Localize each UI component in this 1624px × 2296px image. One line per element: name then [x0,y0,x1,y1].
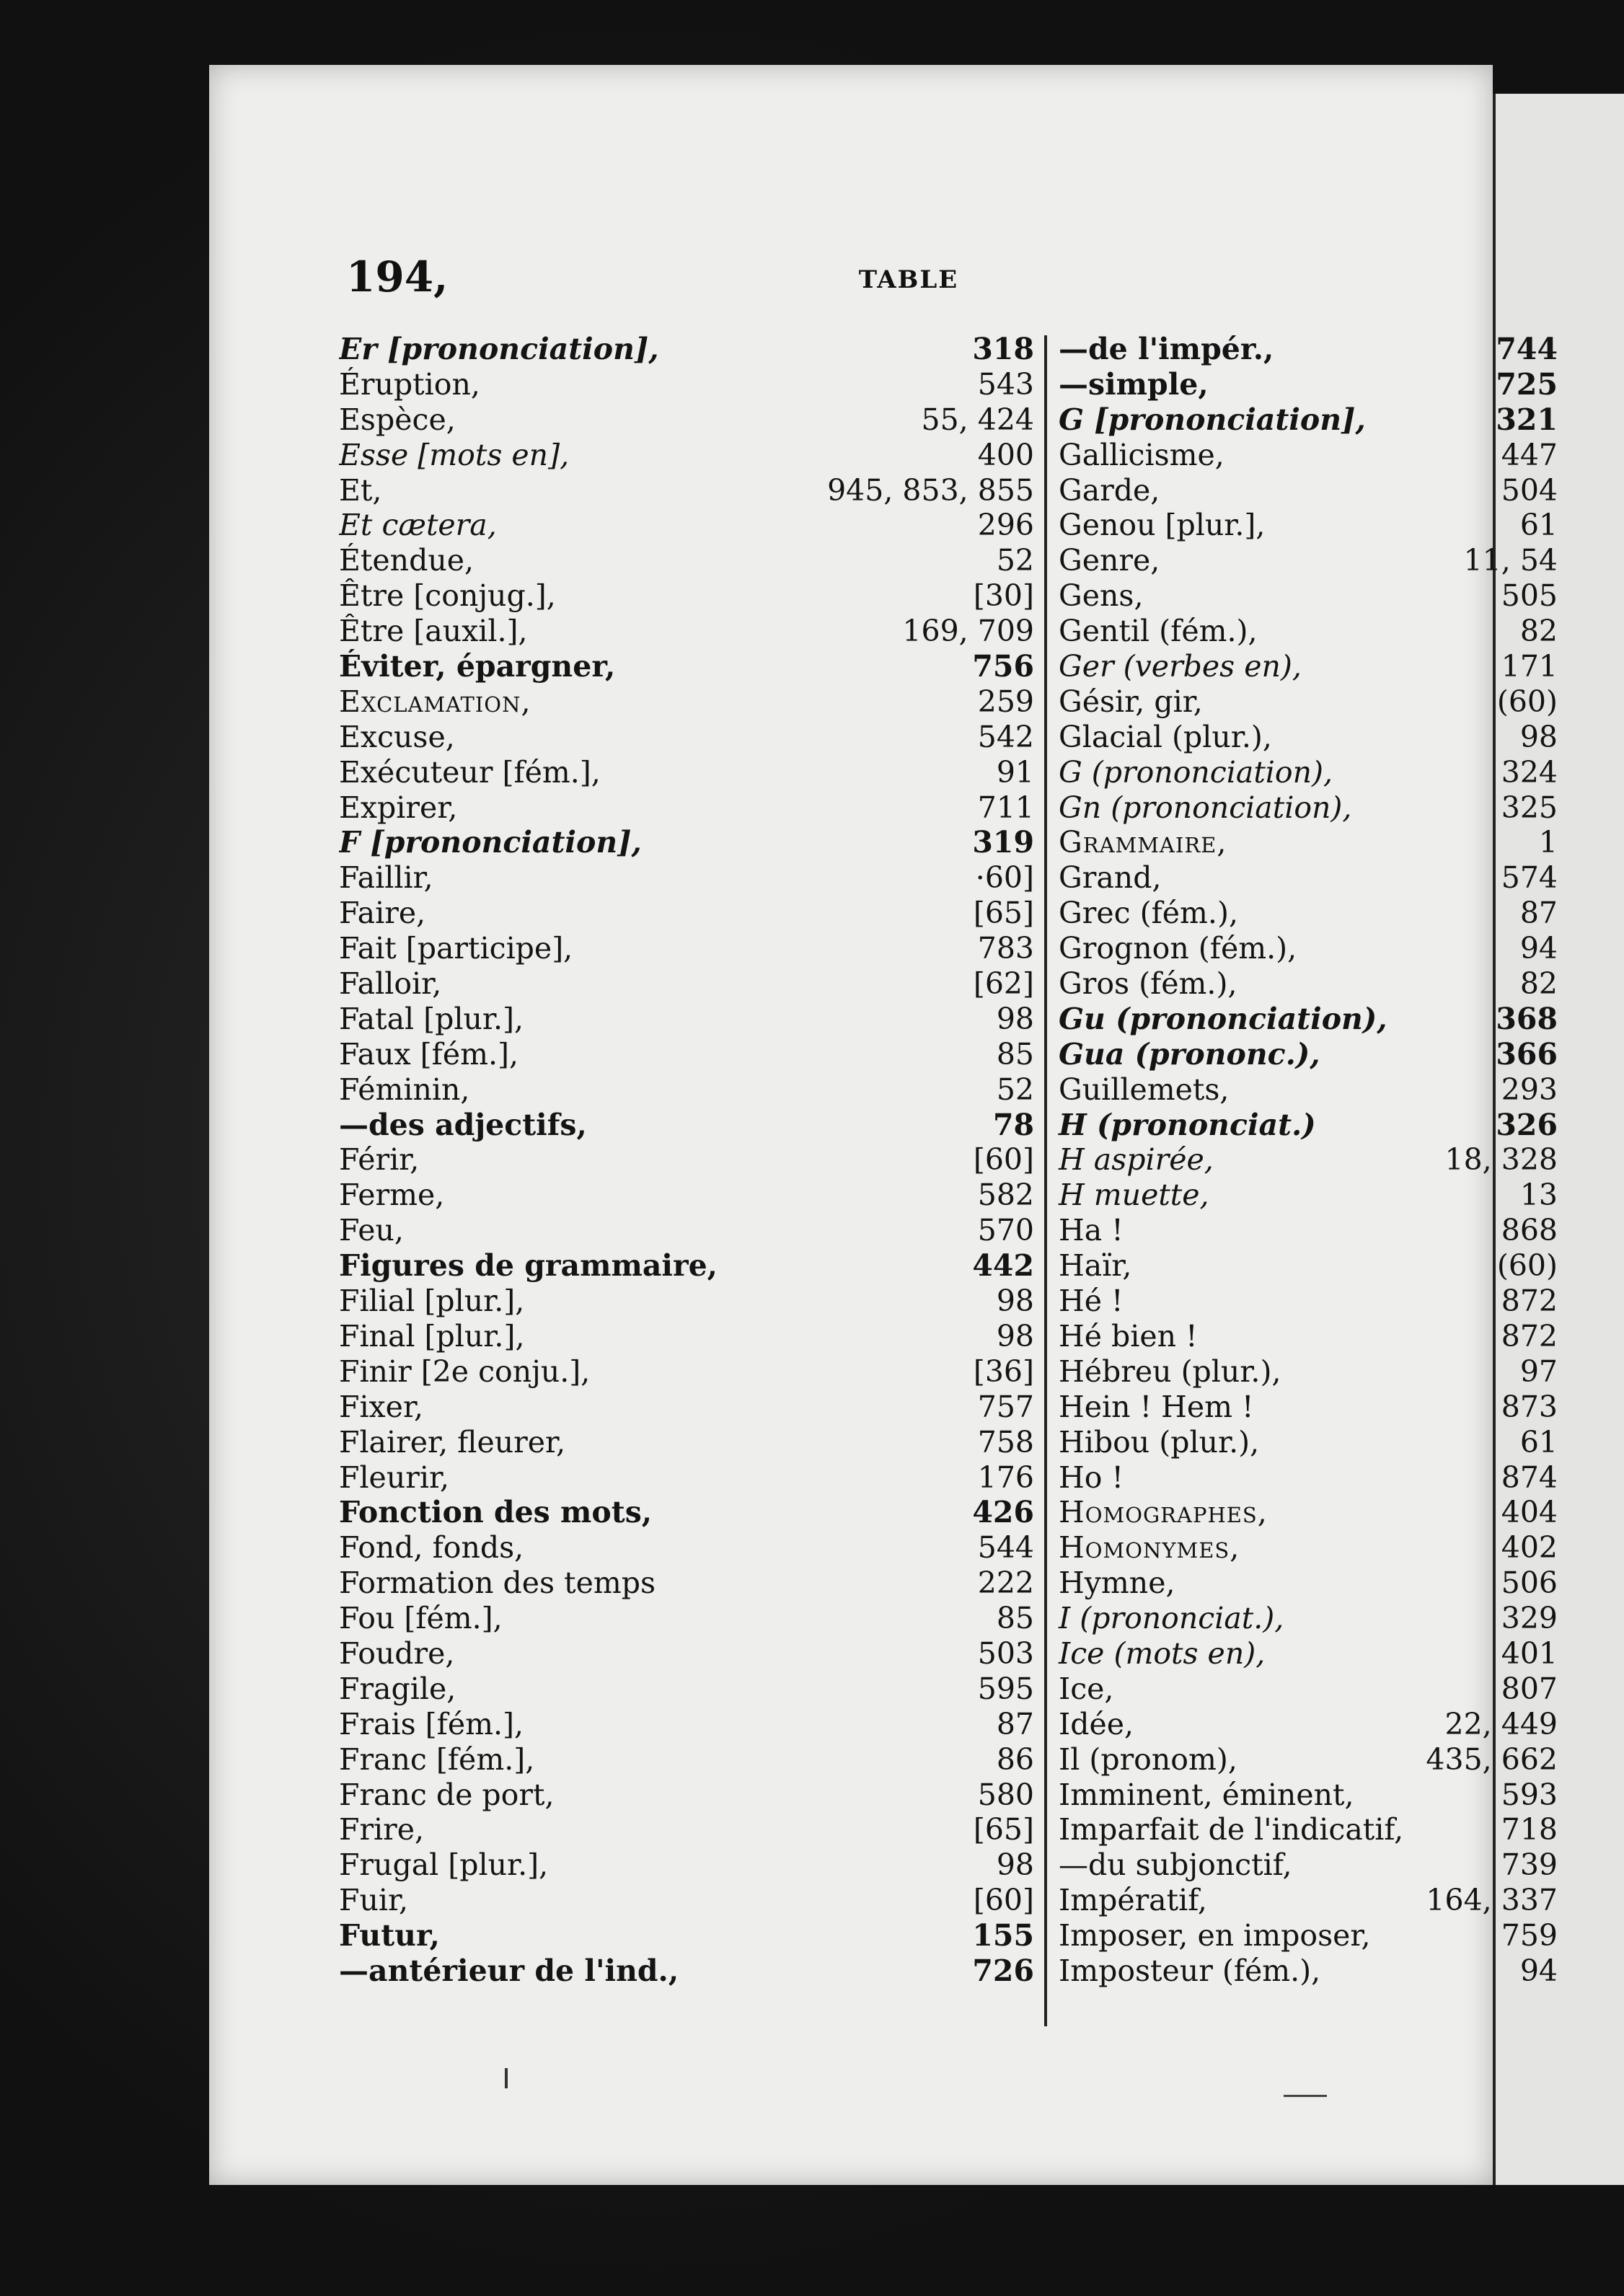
index-entry [339,1002,1044,1037]
entry-term: Grognon (fém.), [1059,931,1297,966]
entry-term: Féminin, [339,1072,470,1107]
entry-reference: 98 [996,1001,1034,1036]
entry-term: Hé ! [1059,1284,1124,1319]
entry-reference: 97 [1519,1354,1558,1389]
entry-term: Fond, fonds, [339,1530,524,1566]
index-entry [1053,825,1558,860]
index-entry [1053,508,1558,543]
entry-term: Fait [participe], [339,931,573,966]
entry-term: Homographes, [1059,1495,1268,1530]
index-entry [339,578,1044,614]
entry-term: Ferme, [339,1178,445,1213]
entry-reference: 872 [1501,1284,1558,1319]
entry-term: Formation des temps [339,1566,656,1601]
entry-term: Franc de port, [339,1777,555,1812]
margin-mark [505,2068,508,2088]
index-entry [339,1601,1044,1636]
entry-reference: 442 [972,1248,1034,1284]
entry-reference: 324 [1501,754,1558,790]
entry-reference: 87 [1519,896,1558,931]
entry-reference: [65] [973,1812,1034,1847]
entry-reference: 593 [1501,1777,1558,1812]
entry-term: Garde, [1059,472,1160,508]
index-entry [339,1847,1044,1883]
index-entry [339,1566,1044,1601]
entry-reference: 542 [977,719,1034,754]
entry-reference: 874 [1501,1460,1558,1495]
entry-term: Haïr, [1059,1248,1132,1284]
entry-term: —de l'impér., [1059,332,1274,366]
index-entry [1053,1672,1558,1707]
entry-term: Gu (prononciation), [1059,1001,1387,1036]
entry-reference: 872 [1501,1318,1558,1354]
index-entry [339,1319,1044,1354]
index-entry [1053,402,1558,438]
entry-reference: 13 [1519,1178,1558,1213]
entry-term: Frugal [plur.], [339,1847,549,1883]
entry-term: Gens, [1059,578,1144,614]
entry-term: —des adjectifs, [339,1107,587,1142]
index-entry [339,1742,1044,1778]
entry-term: H (prononciat.) [1059,1107,1316,1142]
entry-reference: 1 [1538,825,1558,860]
entry-reference: 326 [1496,1107,1558,1142]
entry-reference: 756 [972,649,1034,684]
index-entry [339,896,1044,931]
entry-reference: 366 [1496,1036,1558,1072]
entry-term: —antérieur de l'ind., [339,1953,679,1988]
entry-reference: 582 [977,1178,1034,1213]
entry-reference: 368 [1496,1001,1558,1036]
entry-term: Fou [fém.], [339,1601,503,1636]
entry-reference: 98 [996,1318,1034,1354]
entry-term: Hibou (plur.), [1059,1424,1260,1460]
entry-reference: 595 [977,1671,1034,1706]
entry-reference: 580 [977,1777,1034,1812]
entry-term: Grand, [1059,860,1162,896]
entry-reference: 868 [1501,1213,1558,1248]
entry-term: H muette, [1059,1178,1209,1213]
entry-term: Fonction des mots, [339,1495,653,1530]
index-entry [1053,1530,1558,1566]
entry-reference: 744 [1496,332,1558,366]
index-entry [1053,1883,1558,1918]
index-entry [1053,1037,1558,1072]
entry-term: G [prononciation], [1059,402,1366,437]
index-entry [339,1142,1044,1178]
index-entry [339,825,1044,860]
entry-reference: 176 [977,1460,1034,1495]
index-entry [339,1425,1044,1460]
index-entry [1053,1002,1558,1037]
entry-reference: 807 [1501,1671,1558,1706]
index-entry [339,1707,1044,1742]
index-entry [1053,896,1558,931]
index-entry [339,1812,1044,1847]
entry-term: Excuse, [339,719,455,754]
entry-reference: 325 [1501,790,1558,825]
index-entry [339,1672,1044,1707]
entry-term: Fuir, [339,1883,409,1918]
entry-reference: 435, 662 [1426,1741,1558,1777]
entry-reference: 171 [1501,649,1558,684]
index-entry [1053,1847,1558,1883]
index-entry [1053,1178,1558,1213]
entry-term: Er [prononciation], [339,332,659,366]
entry-term: Genre, [1059,543,1160,578]
entry-term: Filial [plur.], [339,1284,525,1319]
entry-reference: 505 [1501,578,1558,614]
entry-term: Hé bien ! [1059,1318,1198,1354]
index-entry [1053,1812,1558,1847]
index-entry [1053,790,1558,826]
index-entry [1053,1390,1558,1425]
entry-term: Foudre, [339,1635,455,1671]
entry-term: Flairer, fleurer, [339,1424,566,1460]
index-entry [339,1953,1044,1989]
index-entry [339,790,1044,826]
entry-reference: 98 [996,1847,1034,1883]
entry-reference: 85 [996,1036,1034,1072]
entry-term: Impératif, [1059,1883,1207,1918]
entry-term: Imposer, en imposer, [1059,1918,1371,1953]
entry-term: Hébreu (plur.), [1059,1354,1281,1389]
entry-term: Falloir, [339,966,442,1002]
index-entry [339,1213,1044,1248]
entry-term: Ho ! [1059,1460,1124,1495]
entry-reference: 758 [977,1424,1034,1460]
index-entry [1053,1142,1558,1178]
index-entry [1053,649,1558,684]
index-entry [339,1390,1044,1425]
entry-reference: 98 [1519,719,1558,754]
index-entry [339,332,1044,367]
entry-reference: 78 [992,1107,1034,1142]
entry-reference: 329 [1501,1601,1558,1636]
index-entry [339,1778,1044,1813]
entry-term: H aspirée, [1059,1142,1214,1178]
entry-reference: 86 [996,1741,1034,1777]
entry-reference: 87 [996,1706,1034,1741]
entry-term: Expirer, [339,790,458,825]
entry-reference: 61 [1519,508,1558,543]
entry-reference: 711 [977,790,1034,825]
entry-reference: 169, 709 [902,614,1034,649]
entry-term: Éviter, épargner, [339,649,616,684]
index-entry [1053,684,1558,720]
entry-term: Grec (fém.), [1059,896,1238,931]
entry-term: Final [plur.], [339,1318,525,1354]
entry-term: Et cætera, [339,508,497,543]
entry-term: Grammaire, [1059,825,1227,860]
entry-reference: 259 [977,684,1034,719]
entry-reference: 85 [996,1601,1034,1636]
entry-reference: 504 [1501,472,1558,508]
entry-term: Imposteur (fém.), [1059,1953,1321,1988]
entry-reference: 759 [1501,1918,1558,1953]
index-entry [1053,1072,1558,1108]
entry-term: Gallicisme, [1059,437,1224,472]
entry-reference: 164, 337 [1426,1883,1558,1918]
index-entry [339,473,1044,508]
index-entry [1053,473,1558,508]
index-entry [339,684,1044,720]
index-entry [339,402,1044,438]
entry-reference: 293 [1501,1072,1558,1107]
entry-term: Gros (fém.), [1059,966,1237,1002]
running-head: TABLE [858,265,959,294]
index-entry [339,649,1044,684]
entry-reference: 401 [1501,1635,1558,1671]
index-entry [339,1460,1044,1496]
index-entry [339,1354,1044,1390]
index-entry [1053,543,1558,578]
entry-reference: [60] [973,1142,1034,1178]
entry-term: Ha ! [1059,1213,1124,1248]
index-entry [1053,1707,1558,1742]
entry-reference: 873 [1501,1389,1558,1424]
index-entry [1053,367,1558,402]
entry-reference: 506 [1501,1566,1558,1601]
entry-term: Gésir, gir, [1059,684,1203,719]
index-entry [1053,1918,1558,1953]
entry-term: Feu, [339,1213,404,1248]
index-entry [1053,438,1558,473]
entry-reference: 544 [977,1530,1034,1566]
entry-term: Espèce, [339,402,456,437]
index-entry [1053,1354,1558,1390]
index-entry [339,614,1044,649]
index-entry [1053,1601,1558,1636]
entry-reference: 400 [977,437,1034,472]
entry-term: Gn (prononciation), [1059,790,1352,825]
page-number: 194, [346,252,449,301]
entry-term: Imminent, éminent, [1059,1777,1354,1812]
entry-term: Hein ! Hem ! [1059,1389,1254,1424]
index-entry [339,720,1044,755]
index-entry [339,1072,1044,1108]
entry-term: Étendue, [339,543,475,578]
entry-term: Férir, [339,1142,420,1178]
entry-term: Figures de grammaire, [339,1248,718,1284]
entry-term: Idée, [1059,1706,1134,1741]
entry-term: Gentil (fém.), [1059,614,1258,649]
index-entry [1053,1636,1558,1672]
index-entry [339,367,1044,402]
entry-term: G (prononciation), [1059,754,1333,790]
entry-term: Fixer, [339,1389,424,1424]
entry-reference: [36] [973,1354,1034,1389]
entry-term: Gua (prononc.), [1059,1036,1320,1072]
entry-reference: 426 [972,1495,1034,1530]
entry-reference: 447 [1501,437,1558,472]
entry-reference: 296 [977,508,1034,543]
entry-term: Homonymes, [1059,1530,1240,1566]
entry-reference: (60) [1496,1248,1558,1284]
index-entry [339,931,1044,966]
index-entry [339,1883,1044,1918]
entry-term: Faire, [339,896,426,931]
entry-reference: [62] [973,966,1034,1002]
index-entry [1053,332,1558,367]
index-entry [339,755,1044,790]
index-entry [339,508,1044,543]
entry-reference: 91 [996,754,1034,790]
entry-term: Il (pronom), [1059,1741,1237,1777]
entry-reference: 155 [972,1918,1034,1953]
entry-reference: 318 [972,332,1034,366]
index-entry [1053,1742,1558,1778]
index-entry [1053,1460,1558,1496]
entry-term: Hymne, [1059,1566,1175,1601]
index-entry [1053,755,1558,790]
entry-reference: 783 [977,931,1034,966]
index-entry [1053,966,1558,1002]
index-entry [339,1530,1044,1566]
index-entry [1053,1953,1558,1989]
index-entry [339,1495,1044,1530]
entry-reference: ·60] [975,860,1034,896]
entry-reference: 82 [1519,614,1558,649]
entry-term: Exécuteur [fém.], [339,754,601,790]
entry-term: Faillir, [339,860,433,896]
index-entry [339,1918,1044,1953]
book-page [209,65,1558,2185]
entry-term: Frais [fém.], [339,1706,524,1741]
index-entry [1053,1319,1558,1354]
entry-term: Futur, [339,1918,440,1953]
index-entry [1053,720,1558,755]
entry-reference: 718 [1501,1812,1558,1847]
index-entry [339,1636,1044,1672]
entry-reference: 55, 424 [921,402,1034,437]
entry-reference: 725 [1496,366,1558,402]
entry-reference: 757 [977,1389,1034,1424]
entry-reference: 503 [977,1635,1034,1671]
index-entry [339,1248,1044,1284]
index-entry [1053,578,1558,614]
entry-reference: 94 [1519,1953,1558,1988]
entry-reference: (60) [1496,684,1558,719]
index-entry [339,438,1044,473]
entry-reference: 52 [996,543,1034,578]
entry-term: Fatal [plur.], [339,1001,524,1036]
entry-reference: 739 [1501,1847,1558,1883]
entry-reference: 61 [1519,1424,1558,1460]
index-entry [1053,1284,1558,1319]
index-entry [339,1037,1044,1072]
index-entry [339,543,1044,578]
entry-term: Ger (verbes en), [1059,649,1302,684]
entry-reference: 11, 54 [1463,543,1558,578]
index-entry [1053,860,1558,896]
entry-term: Genou [plur.], [1059,508,1266,543]
entry-reference: 319 [972,825,1034,860]
index-entry [339,860,1044,896]
index-entry [339,1284,1044,1319]
entry-reference: 945, 853, 855 [827,472,1034,508]
end-rule [1284,2095,1327,2097]
index-entry [339,966,1044,1002]
index-entry [1053,1425,1558,1460]
index-entry [1053,1108,1558,1143]
entry-reference: 726 [972,1953,1034,1988]
entry-reference: [65] [973,896,1034,931]
entry-term: Éruption, [339,366,480,402]
entry-reference: 22, 449 [1444,1706,1558,1741]
index-entry [1053,614,1558,649]
index-column-right [1053,332,1558,1989]
entry-reference: 543 [977,366,1034,402]
entry-term: Frire, [339,1812,425,1847]
entry-reference: 402 [1501,1530,1558,1566]
entry-term: Finir [2e conju.], [339,1354,591,1389]
entry-term: Guillemets, [1059,1072,1230,1107]
entry-reference: 94 [1519,931,1558,966]
index-entry [1053,1248,1558,1284]
entry-reference: [60] [973,1883,1034,1918]
index-entry [1053,1495,1558,1530]
entry-term: Franc [fém.], [339,1741,535,1777]
entry-term: I (prononciat.), [1059,1601,1284,1636]
entry-term: Exclamation, [339,684,531,719]
index-entry [339,1178,1044,1213]
entry-reference: 570 [977,1213,1034,1248]
entry-term: Faux [fém.], [339,1036,519,1072]
column-divider [1044,335,1047,2026]
entry-reference: 52 [996,1072,1034,1107]
entry-reference: 18, 328 [1444,1142,1558,1178]
index-entry [339,1108,1044,1143]
entry-reference: 98 [996,1284,1034,1319]
entry-term: Esse [mots en], [339,437,570,472]
entry-term: —simple, [1059,366,1209,402]
entry-term: Fragile, [339,1671,456,1706]
entry-term: —du subjonctif, [1059,1847,1292,1883]
entry-term: Fleurir, [339,1460,450,1495]
entry-reference: 574 [1501,860,1558,896]
entry-reference: 321 [1496,402,1558,437]
entry-term: F [prononciation], [339,825,642,860]
entry-term: Ice, [1059,1671,1114,1706]
entry-term: Être [auxil.], [339,614,528,649]
index-entry [1053,1778,1558,1813]
entry-term: Ice (mots en), [1059,1635,1266,1671]
entry-reference: [30] [973,578,1034,614]
entry-reference: 82 [1519,966,1558,1002]
entry-reference: 222 [977,1566,1034,1601]
index-entry [1053,1566,1558,1601]
entry-term: Glacial (plur.), [1059,719,1272,754]
entry-term: Et, [339,472,382,508]
entry-term: Imparfait de l'indicatif, [1059,1812,1404,1847]
index-entry [1053,931,1558,966]
entry-reference: 404 [1501,1495,1558,1530]
entry-term: Être [conjug.], [339,578,556,614]
index-column-left [339,332,1044,1989]
index-entry [1053,1213,1558,1248]
